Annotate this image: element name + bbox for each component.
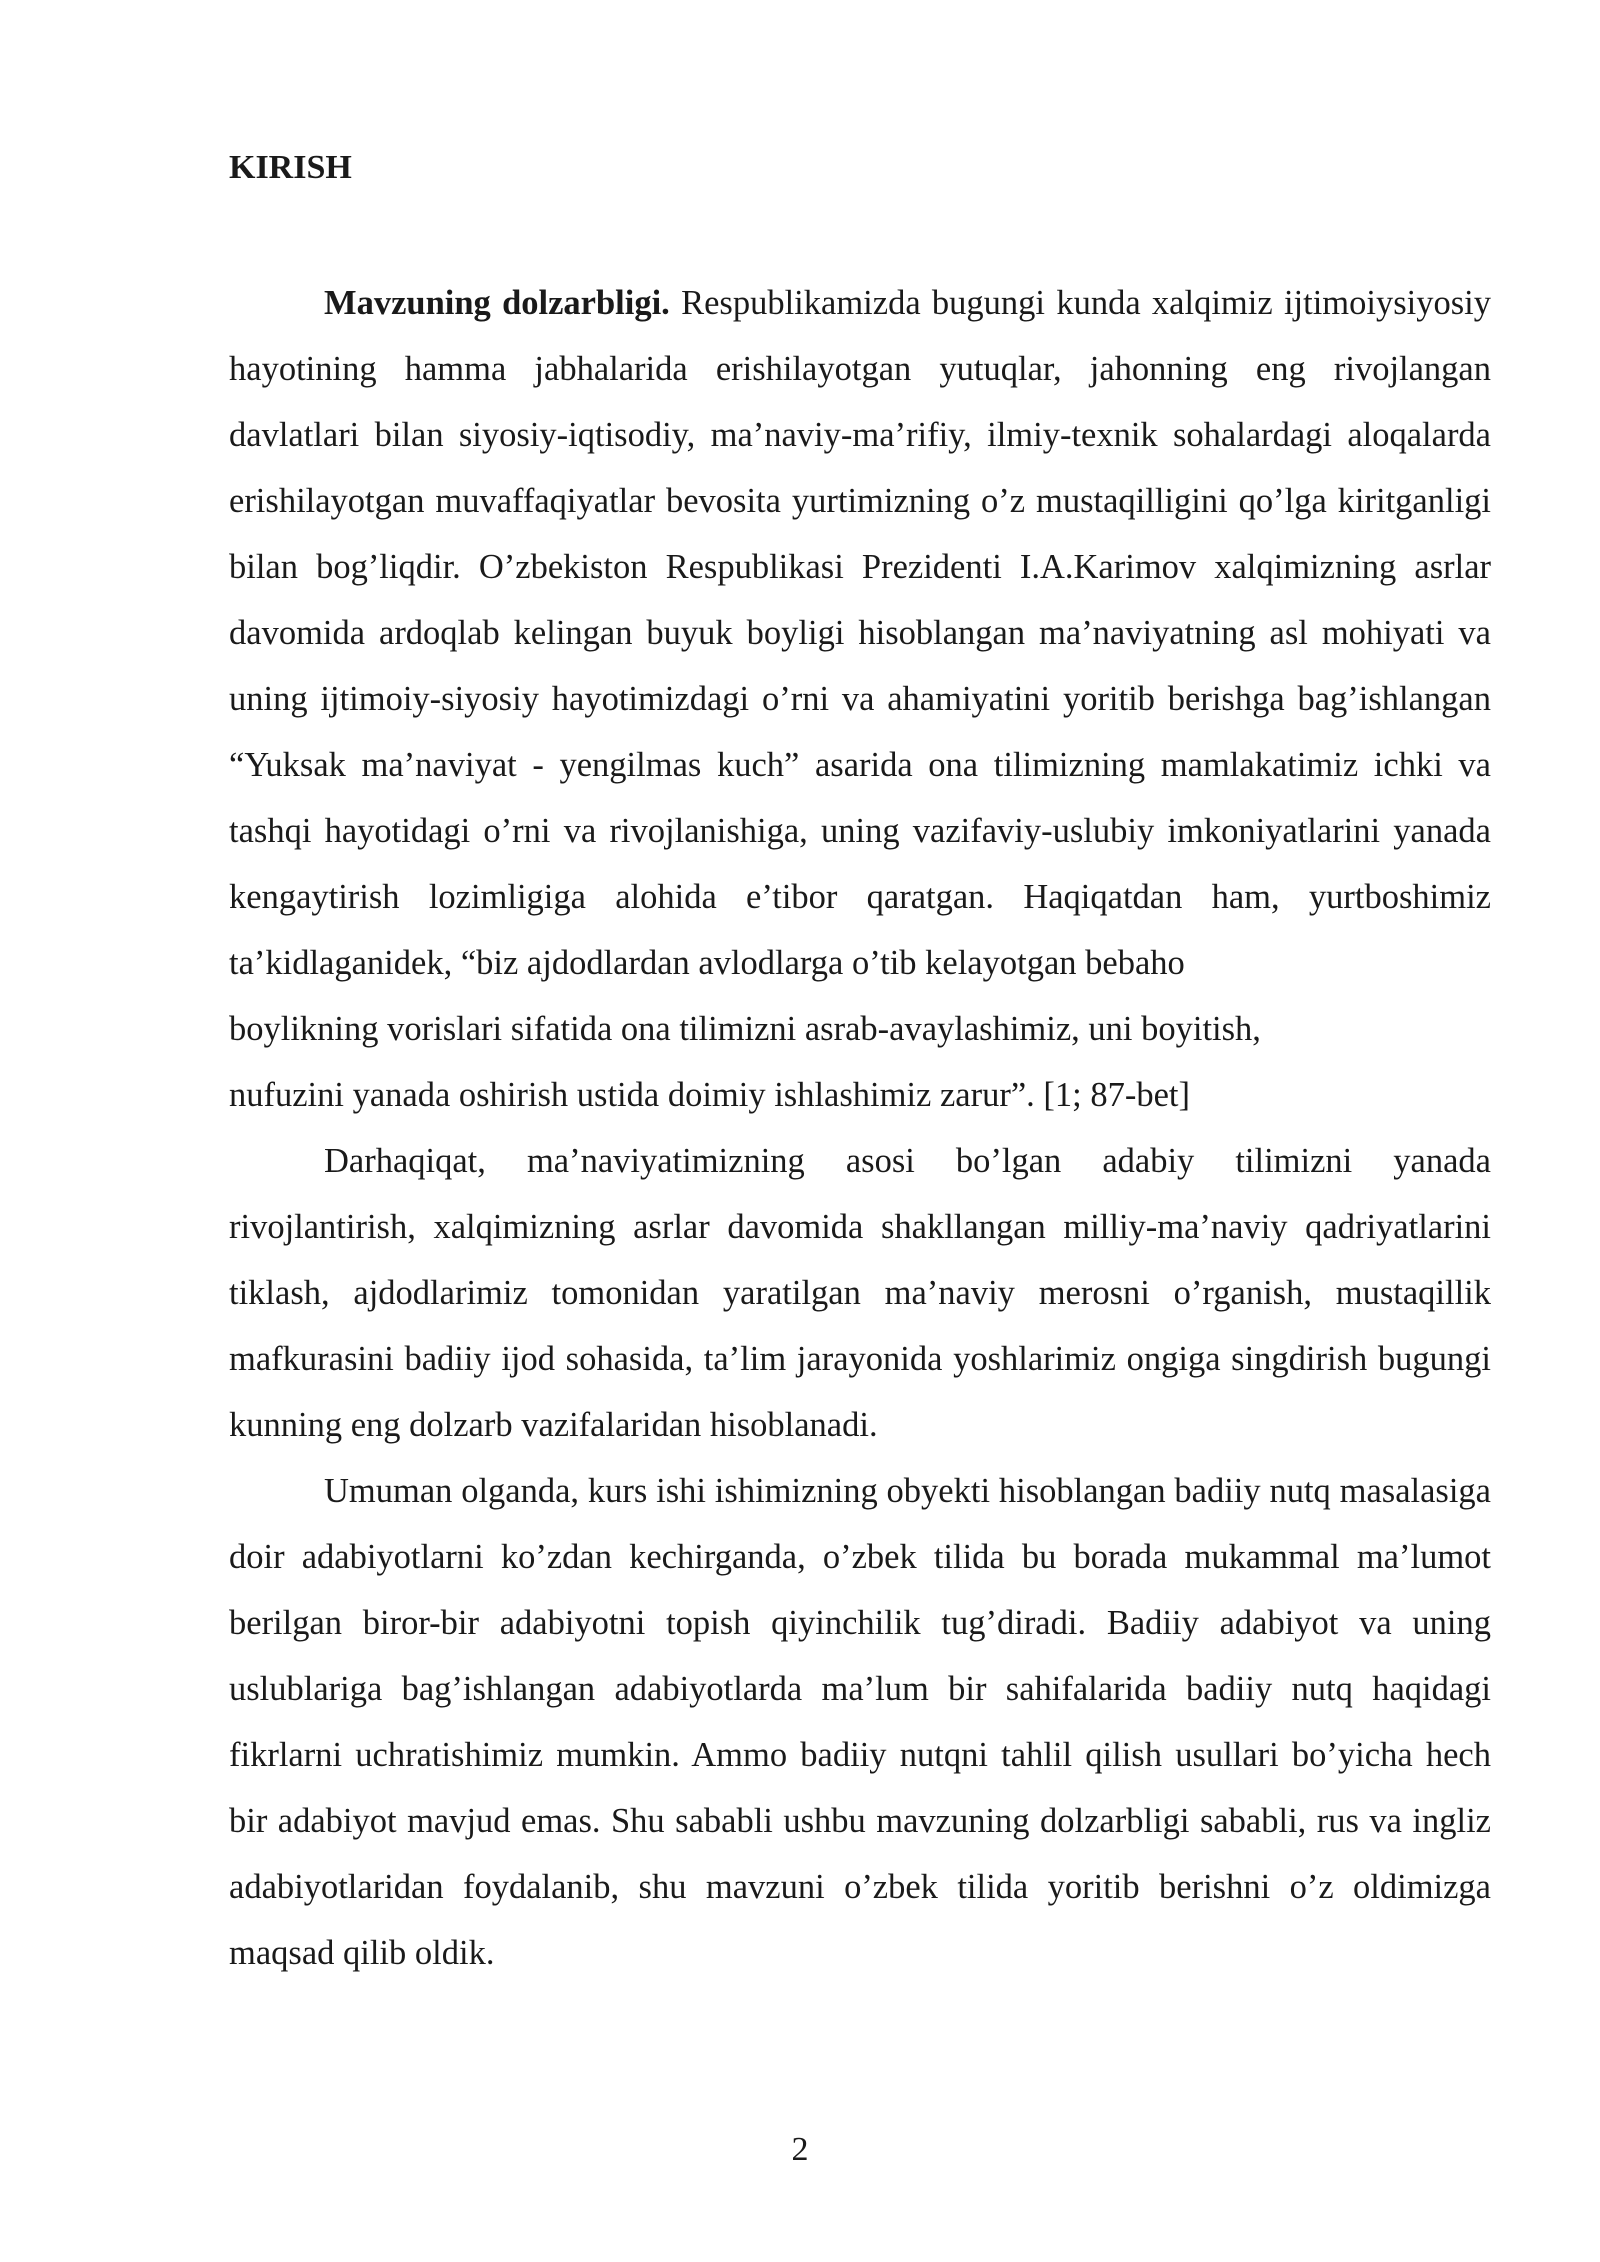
paragraph-indeed: Darhaqiqat, ma’naviyatimizning asosi bo’lgan adabiy tilimizni yanada rivojlantirish, xalqimizning asrlar davomida shakllangan milliy-ma’naviy qadriyatlarini tiklash, ajdodlarimiz tomonidan yaratilgan ma’naviy merosni o’rganish, mustaqillik mafkurasini badiiy ijod sohasida, ta’lim jarayonida yoshlarimiz ongiga singdirish bugungi kunning eng dolzarb vazifalaridan hisoblanadi. (229, 1142, 1491, 1444)
section-heading: KIRISH (229, 149, 352, 186)
paragraph-overall: Umuman olganda, kurs ishi ishimizning obyekti hisoblangan badiiy nutq masalasiga doir adabiyotlarni ko’zdan kechirganda, o’zbek tilida bu borada mukammal ma’lumot berilgan biror-bir adabiyotni topish qiyinchilik tug’diradi. Badiiy adabiyot va uning uslublariga bag’ishlangan adabiyotlarda ma’lum bir sahifalarida badiiy nutq haqidagi fikrlarni uchratishimiz mumkin. Ammo badiiy nutqni tahlil qilish usullari bo’yicha hech bir adabiyot mavjud emas. Shu sababli ushbu mavzuning dolzarbligi sababli, rus va ingliz adabiyotlaridan foydalanib, shu mavzuni o’zbek tilida yoritib berishni o’z oldimizga maqsad qilib oldik. (229, 1472, 1491, 1972)
page-number: 2 (791, 2131, 809, 2168)
paragraph-relevance (229, 270, 1491, 996)
paragraph-lead: Mavzuning dolzarbligi. (324, 284, 670, 322)
body-text (229, 270, 1491, 1986)
paragraph-text: Respublikamizda bugungi kunda xalqimiz ijtimoiysiyosiy hayotining hamma jabhalarida erishilayotgan yutuqlar, jahonning eng rivojlangan davlatlari bilan siyosiy-iqtisodiy, ma’naviy-ma’rifiy, ilmiy-texnik sohalardagi aloqalarda erishilayotgan muvaffaqiyatlar bevosita yurtimizning o’z mustaqilligini qo’lga kiritganligi bilan bog’liqdir. O’zbekiston Respublikasi Prezidenti I.A.Karimov xalqimizning asrlar davomida ardoqlab kelingan buyuk boyligi hisoblangan ma’naviyatning asl mohiyati va uning ijtimoiy-siyosiy hayotimizdagi o’rni va ahamiyatini yoritib berishga bag’ishlangan “Yuksak ma’naviyat - yengilmas kuch” asarida ona tilimizning mamlakatimiz ichki va tashqi hayotidagi o’rni va rivojlanishiga, uning vazifaviy-uslubiy imkoniyatlarini yanada kengaytirish lozimligiga alohida e’tibor qaratgan. Haqiqatdan ham, yurtboshimiz ta’kidlaganidek, “biz ajdodlardan avlodlarga o’tib kelayotgan bebaho (229, 284, 1491, 982)
paragraph-tail-line: nufuzini yanada oshirish ustida doimiy ishlashimiz zarur”. [1; 87-bet] (229, 1076, 1190, 1114)
paragraph-tail-line: boylikning vorislari sifatida ona tilimizni asrab-avaylashimiz, uni boyitish, (229, 1010, 1261, 1048)
paragraph-tail (229, 996, 1491, 1128)
